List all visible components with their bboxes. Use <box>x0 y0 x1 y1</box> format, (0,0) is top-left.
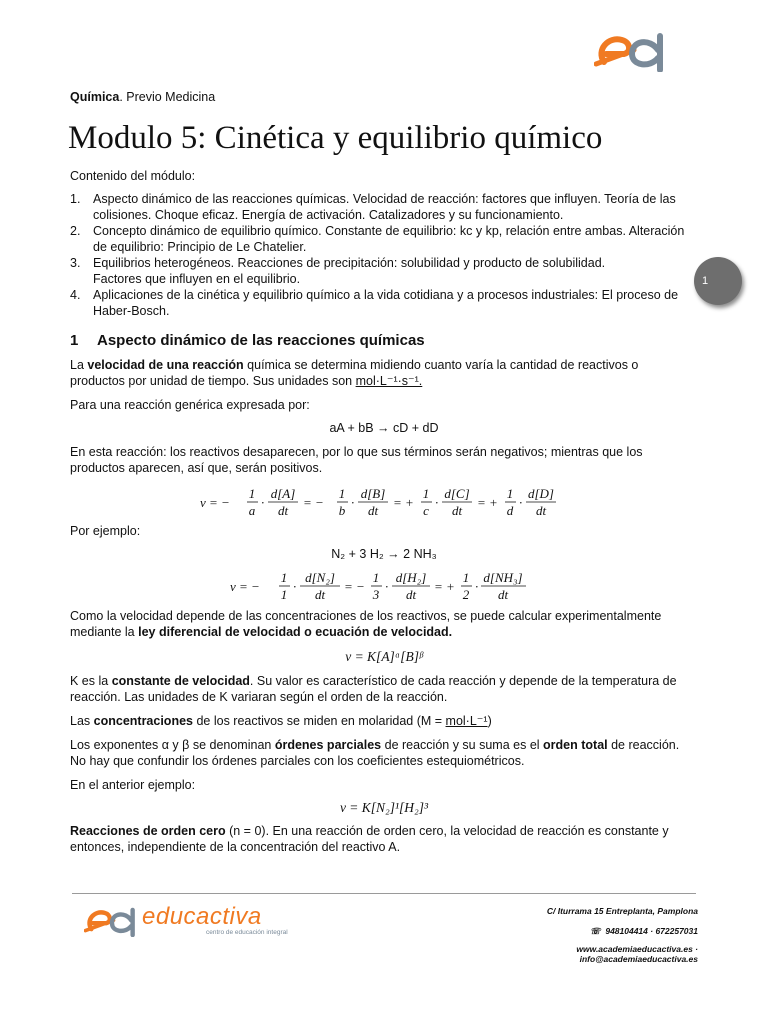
svg-text:·: · <box>475 579 479 594</box>
bold-term: orden total <box>543 738 608 752</box>
bold-term: Reacciones de orden cero <box>70 824 226 838</box>
rate-law-equation: v = K[A]ᵅ[B]ᵝ <box>345 649 423 664</box>
eq-num: d[D] <box>527 486 555 501</box>
eq-num: d[NH₃] <box>483 570 523 585</box>
eq-den: c <box>423 503 429 518</box>
text-run: Las <box>70 714 94 728</box>
contents-item-text: Aplicaciones de la cinética y equilibrio químico a la vida cotidiana y a procesos industriales: El proceso de Haber-Bosch. <box>93 288 679 318</box>
svg-text:·: · <box>351 495 355 510</box>
footer-phones-text: 948104414 · 672257031 <box>605 926 698 936</box>
text-run: química se determina midiendo cuanto varía la cantidad de reactivos o productos por unidad de tiempo. Sus unidades son <box>70 358 639 388</box>
educactiva-footer-logo <box>84 903 289 941</box>
contents-intro: Contenido del módulo: <box>70 169 196 183</box>
bold-term: ley diferencial de velocidad o ecuación de velocidad. <box>138 625 453 639</box>
text-run: Como la velocidad depende de las concentraciones de los reactivos, se puede calcular experimentalmente mediante la <box>70 609 662 639</box>
text-run: La <box>70 358 88 372</box>
svg-text:·: · <box>385 579 389 594</box>
eq-num: 1 <box>248 486 256 501</box>
text-run: de reacción y su suma es el <box>381 738 544 752</box>
svg-text:·: · <box>519 495 523 510</box>
bold-term: velocidad de una reacción <box>87 358 244 372</box>
educactiva-logo-top <box>594 30 670 72</box>
contents-item-number: 4. <box>70 288 81 302</box>
paragraph-signs: En esta reacción: los reactivos desaparecen, por lo que sus términos serán negativos; mientras que los productos aparecen, así que, serán positivos. <box>70 445 643 475</box>
paragraph-example: Por ejemplo: <box>70 524 141 538</box>
eq-num: d[N₂] <box>305 570 335 585</box>
eq-sign: = + <box>393 495 414 510</box>
phone-icon: ☏ <box>589 926 601 936</box>
eq-den: d <box>506 503 514 518</box>
contents-list <box>70 191 698 319</box>
rate-equation-generic <box>200 482 570 522</box>
contents-item-number: 3. <box>70 256 81 270</box>
text-run: K es la <box>70 674 112 688</box>
reaction-generic: aA + bB → cD + dD <box>329 421 439 435</box>
svg-text:·: · <box>293 579 297 594</box>
footer-phones <box>470 926 698 937</box>
units: mol·L⁻¹ <box>445 714 488 728</box>
footer-tagline: centro de educación integral <box>206 929 288 936</box>
eq-den: dt <box>314 587 326 602</box>
footer-divider <box>72 893 696 894</box>
paragraph-rate-constant <box>70 673 690 705</box>
contents-item-text: Equilibrios heterogéneos. Reacciones de precipitación: solubilidad y producto de solubilidad. Factores que influyen en el equilibrio. <box>93 256 606 286</box>
page-title: Modulo 5: Cinética y equilibrio químico <box>68 120 603 156</box>
paragraph-previous-example: En el anterior ejemplo: <box>70 778 196 792</box>
text-run: de reacción. No hay que confundir los órdenes parciales con los coeficientes estequiométricos. <box>70 738 680 768</box>
eq-den: dt <box>535 503 547 518</box>
eq-sign: = + <box>434 579 455 594</box>
eq-den: 3 <box>372 587 380 602</box>
eq-sign: = − <box>344 579 365 594</box>
svg-text:·: · <box>435 495 439 510</box>
rate-law-ammonia: v = K[N₂]¹[H₂]³ <box>339 800 429 815</box>
header-subtitle: . Previo Medicina <box>119 90 216 104</box>
bold-term: órdenes parciales <box>274 738 382 752</box>
eq-den: a <box>248 503 256 518</box>
eq-den: b <box>338 503 346 518</box>
text-run: de los reactivos se miden en molaridad (M = <box>192 714 446 728</box>
eq-num: 1 <box>462 570 470 585</box>
eq-lhs: v = − <box>230 579 260 594</box>
eq-sign: = − <box>303 495 324 510</box>
contents-item-text: Aspecto dinámico de las reacciones químicas. Velocidad de reacción: factores que influyen. Teoría de las colisiones. Choque eficaz. Energía de activación. Catalizadores y su funcionamiento. <box>93 192 676 222</box>
contents-item-text: Concepto dinámico de equilibrio químico. Constante de equilibrio: kc y kp, relación entre ambas. Alteración de equilibrio: Principio de Le Chatelier. <box>93 224 685 254</box>
bold-term: concentraciones <box>93 714 193 728</box>
header-subject: Química <box>70 90 120 104</box>
eq-sign: = + <box>477 495 498 510</box>
educactiva-logo-mark <box>84 905 140 937</box>
eq-lhs: v = − <box>200 495 230 510</box>
section-number: 1 <box>70 332 79 349</box>
section-heading <box>70 332 425 349</box>
text-run: ) <box>487 714 492 728</box>
section-title: Aspecto dinámico de las reacciones químicas <box>97 332 425 349</box>
eq-den: 1 <box>280 587 288 602</box>
eq-num: d[A] <box>270 486 296 501</box>
rate-equation-ammonia <box>230 566 540 606</box>
eq-num: d[H₂] <box>395 570 427 585</box>
contents-item <box>70 255 698 287</box>
paragraph-generic: Para una reacción genérica expresada por: <box>70 398 310 412</box>
bold-term: constante de velocidad <box>111 674 250 688</box>
eq-num: 1 <box>338 486 346 501</box>
document-header <box>70 90 215 104</box>
eq-num: 1 <box>280 570 288 585</box>
eq-den: dt <box>497 587 509 602</box>
footer-brand: educactiva <box>142 903 262 930</box>
eq-den: dt <box>277 503 289 518</box>
text-run: Los exponentes α y β se denominan <box>70 738 275 752</box>
text-run: . Su valor es característico de cada reacción y depende de la temperatura de reacción. Las unidades de K variaran según el orden de la reacción. <box>70 674 677 704</box>
contents-item <box>70 287 698 319</box>
eq-num: d[C] <box>444 486 470 501</box>
footer-web: www.academiaeducactiva.es · info@academiaeducactiva.es <box>576 944 698 964</box>
contents-item <box>70 223 698 255</box>
units: mol·L⁻¹·s⁻¹. <box>355 374 423 388</box>
svg-text:·: · <box>261 495 265 510</box>
eq-den: 2 <box>462 587 470 602</box>
text-run: (n = 0). En una reacción de orden cero, la velocidad de reacción es constante y entonces, independiente de la concentración del reactivo A. <box>70 824 669 854</box>
eq-num: 1 <box>506 486 514 501</box>
contents-item-number: 2. <box>70 224 81 238</box>
eq-den: dt <box>451 503 463 518</box>
paragraph-orders <box>70 737 690 769</box>
eq-den: dt <box>367 503 379 518</box>
eq-num: d[B] <box>360 486 386 501</box>
eq-num: 1 <box>372 570 380 585</box>
footer-address: C/ Iturrama 15 Entreplanta, Pamplona <box>546 906 698 916</box>
page-number: 1 <box>702 275 709 287</box>
contents-item <box>70 191 698 223</box>
eq-den: dt <box>405 587 417 602</box>
paragraph-zero-order <box>70 823 690 855</box>
contents-item-number: 1. <box>70 192 81 206</box>
paragraph-concentrations <box>70 713 690 729</box>
page-number-badge <box>694 257 742 305</box>
paragraph-velocity <box>70 357 690 389</box>
paragraph-rate-law <box>70 608 690 640</box>
reaction-ammonia: N₂ + 3 H₂ → 2 NH₃ <box>331 547 437 561</box>
eq-num: 1 <box>422 486 430 501</box>
